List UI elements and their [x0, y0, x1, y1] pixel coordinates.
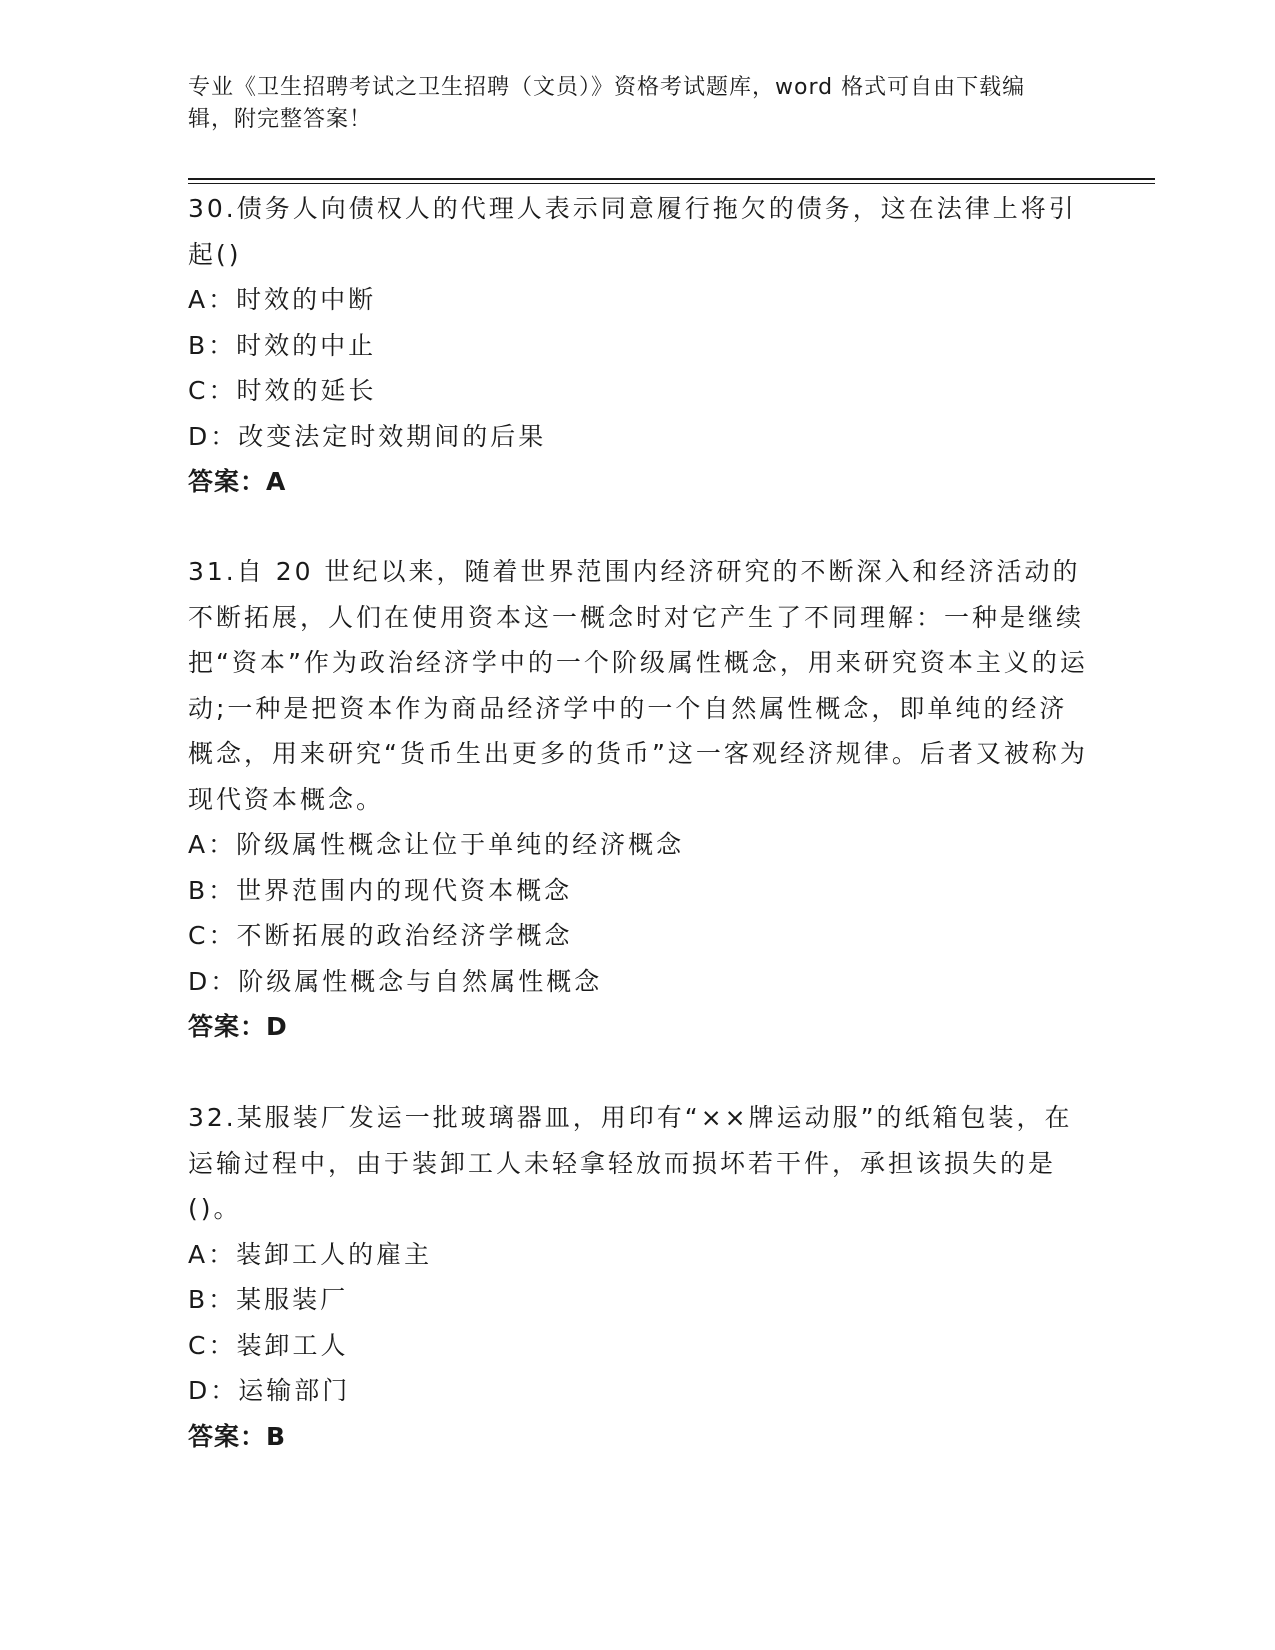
option-a: A：时效的中断 [188, 285, 377, 314]
question-stem: 30.债务人向债权人的代理人表示同意履行拖欠的债务，这在法律上将引起() [188, 194, 1077, 269]
option-d: D：改变法定时效期间的后果 [188, 421, 547, 451]
option-a: A：阶级属性概念让位于单纯的经济概念 [188, 830, 685, 859]
option-d: D：阶级属性概念与自然属性概念 [188, 966, 603, 996]
option-b: B：某服装厂 [188, 1285, 349, 1314]
option-c: C：时效的延长 [188, 376, 377, 405]
option-c: C：不断拓展的政治经济学概念 [188, 921, 573, 950]
option-b: B：世界范围内的现代资本概念 [188, 875, 573, 905]
question-30 [188, 186, 1088, 505]
header-divider-thick [188, 178, 1155, 180]
question-31 [188, 549, 1088, 1050]
option-a: A：装卸工人的雇主 [188, 1239, 433, 1269]
answer-line: 答案：A [188, 467, 287, 496]
option-b: B：时效的中止 [188, 330, 377, 360]
question-stem: 32.某服装厂发运一批玻璃器皿，用印有“××牌运动服”的纸箱包装，在运输过程中，由于装卸工人未轻拿轻放而损坏若干件，承担该损失的是()。 [188, 1103, 1073, 1223]
question-32 [188, 1095, 1088, 1459]
option-c: C：装卸工人 [188, 1330, 349, 1360]
document-header: 专业《卫生招聘考试之卫生招聘（文员）》资格考试题库，word 格式可自由下载编辑，附完整答案！ [188, 75, 1026, 132]
answer-line: 答案：B [188, 1421, 287, 1451]
question-stem: 31.自 20 世纪以来，随着世界范围内经济研究的不断深入和经济活动的不断拓展，人们在使用资本这一概念时对它产生了不同理解：一种是继续把“资本”作为政治经济学中的一个阶级属性概念，用来研究资本主义的运动;一种是把资本作为商品经济学中的一个自然属性概念，即单纯的经济概念，用来研究“货币生出更多的货币”这一客观经济规律。后者又被称为现代资本概念。 [188, 557, 1088, 814]
option-d: D：运输部门 [188, 1376, 351, 1405]
header-divider-thin [188, 183, 1155, 184]
answer-line: 答案：D [188, 1012, 288, 1041]
